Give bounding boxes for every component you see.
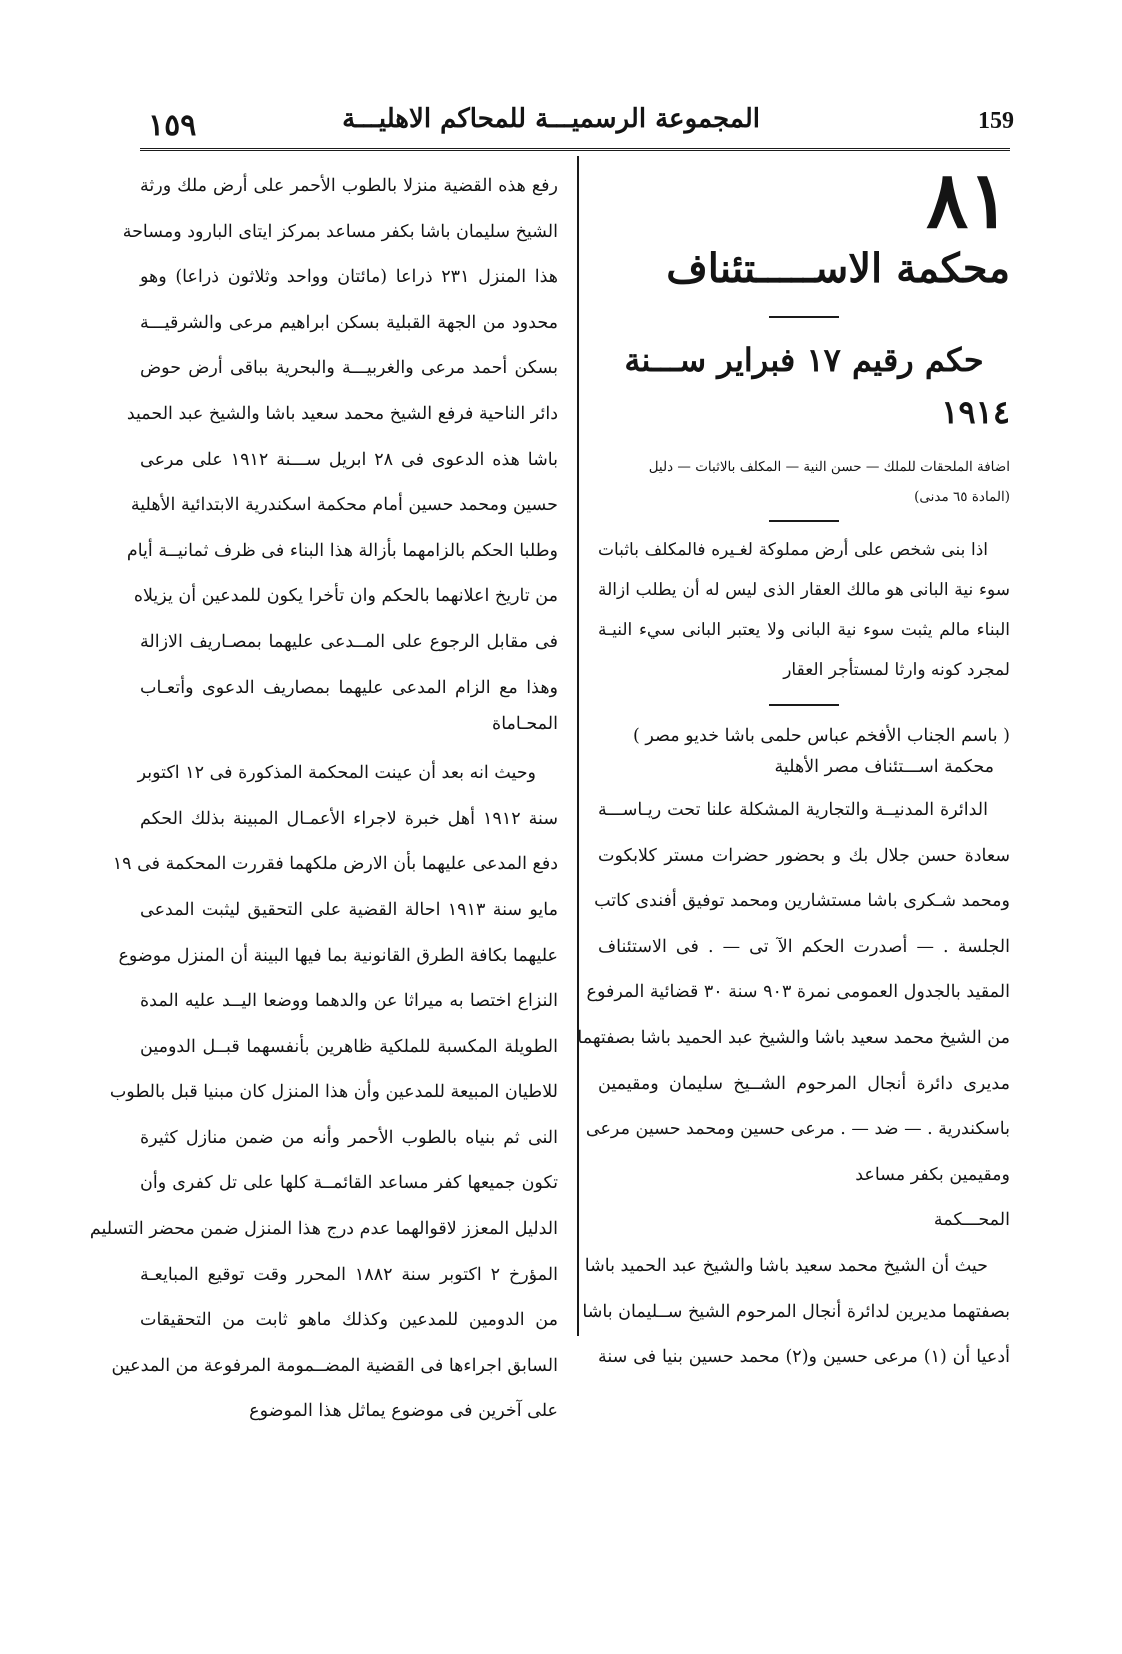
text-line: الدليل المعزز لاقوالهما عدم درج هذا المنزل ضمن محضر التسليم	[89, 1219, 558, 1240]
text-line: فى مقابل الرجوع على المــدعى عليهما بمصـاريف الازالة	[140, 631, 558, 652]
text-line: باشا هذه الدعوى فى ٢٨ ابريل ســـنة ١٩١٢ على مرعى	[140, 449, 558, 470]
divider-rule	[769, 520, 839, 522]
text-line: سعادة حسن جلال بك و بحضور حضرات مستر كلابكوت	[598, 845, 1010, 866]
text-line: من الشيخ محمد سعيد باشا والشيخ عبد الحميد باشا بصفتهما	[577, 1027, 1010, 1048]
court-name: محكمة اســـتئناف مصر الأهلية	[774, 757, 994, 777]
text-line: بصفتهما مديرين لدائرة أنجال المرحوم الشيخ ســليمان باشا	[582, 1301, 1010, 1322]
text-line: أدعيا أن (١) مرعى حسين و(٢) محمد حسين بنيا فى سنة	[598, 1347, 1010, 1368]
text-line: هذا المنزل ٢٣١ ذراعا (مائتان وواحد وثلاثون ذراعا) وهو	[140, 267, 558, 288]
text-line: الجلسة . — أصدرت الحكم الآ تى — . فى الاستئناف	[598, 936, 1010, 957]
text-line: النزاع اختصا به ميراثا عن والدهما ووضعا اليــد عليه المدة	[140, 991, 558, 1012]
text-line: ومحمد شـكرى باشا مستشارين ومحمد توفيق أفندى كاتب	[594, 891, 1010, 912]
verdict-title: حكم رقيم ١٧ فبراير ســـنة ١٩١٤	[624, 341, 1010, 431]
text-line: السابق اجراءها فى القضية المضــمومة المرفوعة من المدعين	[111, 1355, 558, 1376]
principle-line: سوء نية البانى هو مالك العقار الذى ليس له أن يطلب ازالة	[598, 580, 1010, 600]
text-line: سنة ١٩١٢ أهل خبرة لاجراء الأعمـال المبينة بذلك الحكم	[140, 808, 558, 829]
judgment-opening	[582, 1244, 1010, 1381]
right-column	[577, 155, 1010, 1381]
text-line: مايو سنة ١٩١٣ احالة القضية على التحقيق ليثبت المدعى	[140, 899, 558, 920]
text-line: مديرى دائرة أنجال المرحوم الشــيخ سليمان ومقيمين	[598, 1073, 1010, 1094]
text-line: على آخرين فى موضوع يماثل هذا الموضوع	[249, 1401, 558, 1422]
summary-article: (المادة ٦٥ مدنى)	[914, 489, 1010, 505]
text-line: دائر الناحية فرفع الشيخ محمد سعيد باشا والشيخ عبد الحميد	[126, 403, 558, 424]
text-line: المقيد بالجدول العمومى نمرة ٩٠٣ سنة ٣٠ قضائية المرفوع	[586, 982, 1010, 1003]
text-line: الطويلة المكسبة للملكية ظاهرين بأنفسهما قبــل الدومين	[140, 1036, 558, 1057]
paragraph	[89, 751, 558, 1435]
invocation: ( باسم الجناب الأفخم عباس حلمى باشا خديو مصر )	[632, 726, 1010, 746]
text-line: محدود من الجهة القبلية بسكن ابراهيم مرعى والشرقيـــة	[140, 312, 558, 333]
page-number-latin: 159	[978, 108, 1014, 134]
text-line: من الدومين للمدعين وكذلك ماهو ثابت من التحقيقات	[140, 1310, 558, 1331]
principle-line: اذا بنى شخص على أرض مملوكة لغـيره فالمكلف باثبات	[598, 540, 988, 560]
text-line: حيث أن الشيخ محمد سعيد باشا والشيخ عبد الحميد باشا	[584, 1255, 988, 1276]
section-title: المحـــكمة	[933, 1210, 1010, 1231]
text-line: الشيخ سليمان باشا بكفر مساعد بمركز ايتاى البارود ومساحة	[122, 221, 558, 242]
text-line: رفع هذه القضية منزلا بالطوب الأحمر على أرض ملك ورثة	[140, 176, 558, 196]
court-composition	[577, 788, 1010, 1198]
text-line: وحيث انه بعد أن عينت المحكمة المذكورة فى ١٢ اكتوبر	[137, 763, 536, 784]
text-line: وطلبا الحكم بالزامهما بأزالة هذا البناء فى ظرف ثمانيــة أيام	[126, 540, 558, 561]
left-column	[89, 164, 558, 1435]
text-line: حسين ومحمد حسين أمام محكمة اسكندرية الابتدائية الأهلية	[130, 495, 558, 516]
legal-principle	[598, 530, 1010, 690]
divider-rule	[769, 316, 839, 318]
text-line: للاطيان المبيعة للمدعين وأن هذا المنزل كان مبنيا قبل بالطوب	[109, 1082, 558, 1103]
header-rule	[140, 148, 1010, 151]
principle-line: لمجرد كونه وارثا لمستأجر العقار	[783, 660, 1010, 680]
page-number-arabic: ١٥٩	[148, 108, 197, 143]
divider-rule	[769, 704, 839, 706]
principle-line: البناء مالم يثبت سوء نية البانى ولا يعتبر البانى سيء النيـة	[598, 620, 1010, 640]
text-line: باسكندرية . — ضد — . مرعى حسين ومحمد حسين مرعى	[585, 1119, 1010, 1140]
case-number: ٨١	[926, 155, 1010, 246]
court-title: محكمة الاســـــتئناف	[666, 245, 1010, 292]
running-title: المجموعة الرسميـــة للمحاكم الاهليـــة	[342, 104, 760, 134]
paragraph	[122, 164, 558, 737]
text-line: تكون جميعها كفر مساعد القائمــة كلها على تل كفرى وأن	[140, 1173, 558, 1194]
text-line: عليهما بكافة الطرق القانونية بما فيها البينة أن المنزل موضوع	[118, 945, 558, 966]
text-line: المحـاماة	[492, 714, 558, 735]
text-line: النى ثم بنياه بالطوب الأحمر وأنه من ضمن منازل كثيرة	[140, 1127, 558, 1148]
text-line: الدائرة المدنيــة والتجارية المشكلة علنا تحت ريـاســـة	[598, 800, 988, 820]
text-line: وهذا مع الزام المدعى عليهما بمصاريف الدعوى وأتعـاب	[140, 677, 558, 698]
text-line: بسكن أحمد مرعى والغربيـــة والبحرية بباقى أرض حوض	[140, 358, 558, 379]
column-divider	[577, 156, 579, 1336]
text-line: ومقيمين بكفر مساعد	[855, 1164, 1010, 1185]
summary-keywords: اضافة الملحقات للملك — حسن النية — المكلف بالاثبات — دليل	[648, 459, 1010, 475]
text-line: من تاريخ اعلانهما بالحكم وان تأخرا يكون للمدعين أن يزيلاه	[133, 586, 558, 607]
text-line: المؤرخ ٢ اكتوبر سنة ١٨٨٢ المحرر وقت توقيع المبايعـة	[140, 1264, 558, 1285]
text-line: دفع المدعى عليهما بأن الارض ملكهما فقررت المحكمة فى ١٩	[112, 854, 558, 875]
